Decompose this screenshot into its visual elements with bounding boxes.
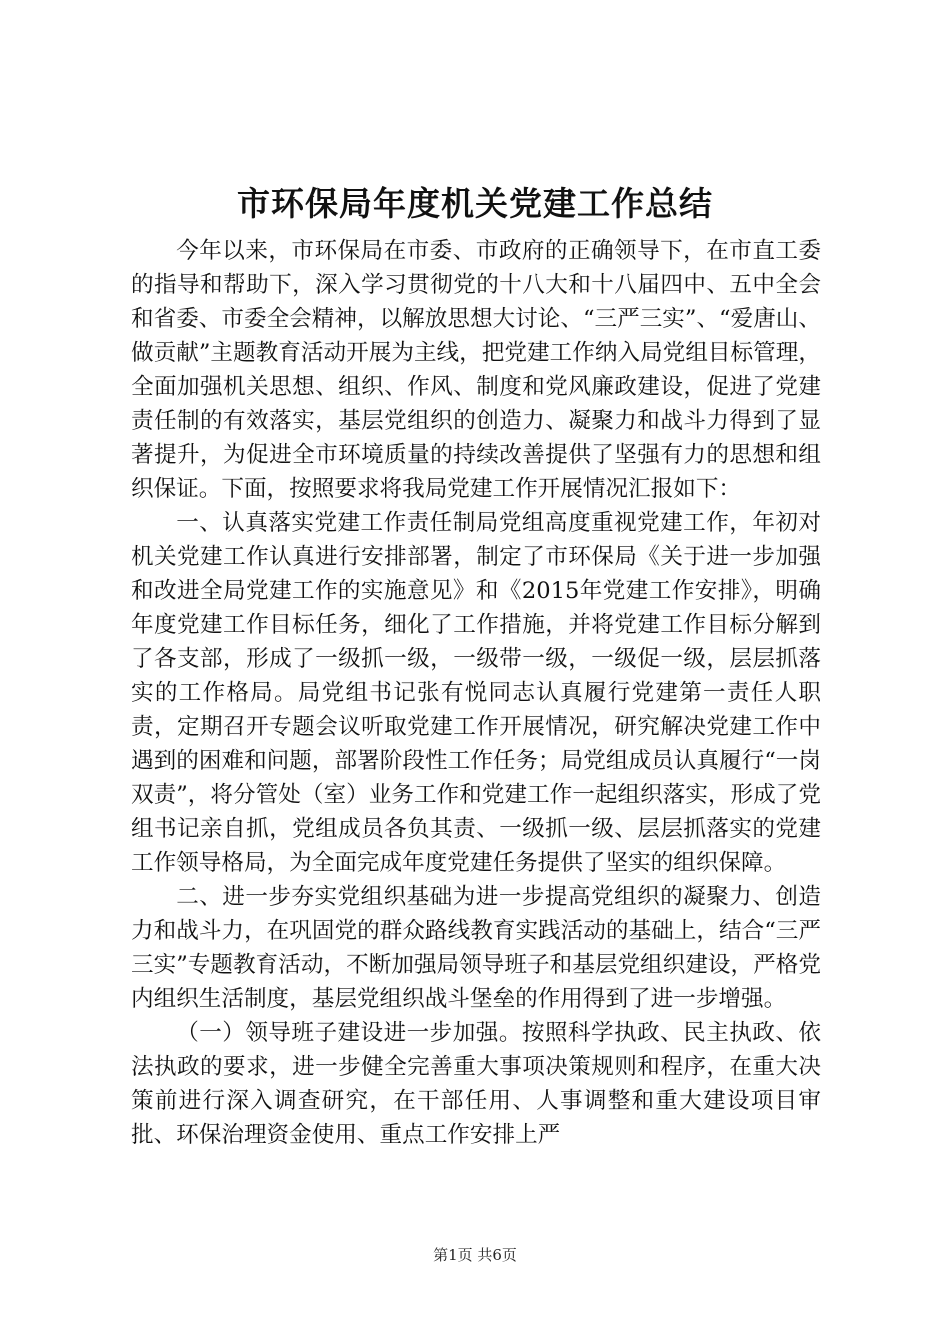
paragraph-section-1: 一、认真落实党建工作责任制局党组高度重视党建工作，年初对机关党建工作认真进行安排部署，制定了市环保局《关于进一步加强和改进全局党建工作的实施意见》和《2015年党建工作安排》，明确年度党建工作目标任务，细化了工作措施，并将党建工作目标分解到了各支部，形成了一级抓一级，一级带一级，一级促一级，层层抓落实的工作格局。局党组书记张有悦同志认真履行党建第一责任人职责，定期召开专题会议听取党建工作开展情况，研究解决党建工作中遇到的困难和问题，部署阶段性工作任务；局党组成员认真履行“一岗双责”，将分管处（室）业务工作和党建工作一起组织落实，形成了党组书记亲自抓，党组成员各负其责、一级抓一级、层层抓落实的党建工作领导格局，为全面完成年度党建任务提供了坚实的组织保障。 [131, 510, 821, 876]
paragraph-section-2: 二、进一步夯实党组织基础为进一步提高党组织的凝聚力、创造力和战斗力，在巩固党的群众路线教育实践活动的基础上，结合“三严三实”专题教育活动，不断加强局领导班子和基层党组织建设，严格党内组织生活制度，基层党组织战斗堡垒的作用得到了进一步增强。 [131, 884, 821, 1012]
document-title: 市环保局年度机关党建工作总结 [237, 184, 713, 223]
paragraph-subsection-1: （一）领导班子建设进一步加强。按照科学执政、民主执政、依法执政的要求，进一步健全完善重大事项决策规则和程序，在重大决策前进行深入调查研究，在干部任用、人事调整和重大建设项目审批、环保治理资金使用、重点工作安排上严 [131, 1020, 821, 1148]
document-body [131, 234, 821, 1152]
paragraph-intro: 今年以来，市环保局在市委、市政府的正确领导下，在市直工委的指导和帮助下，深入学习贯彻党的十八大和十八届四中、五中全会和省委、市委全会精神，以解放思想大讨论、“三严三实”、“爱唐山、做贡献”主题教育活动开展为主线，把党建工作纳入局党组目标管理，全面加强机关思想、组织、作风、制度和党风廉政建设，促进了党建责任制的有效落实，基层党组织的创造力、凝聚力和战斗力得到了显著提升，为促进全市环境质量的持续改善提供了坚强有力的思想和组织保证。下面，按照要求将我局党建工作开展情况汇报如下： [131, 238, 821, 502]
page-number-footer: 第1页 共6页 [433, 1246, 517, 1264]
